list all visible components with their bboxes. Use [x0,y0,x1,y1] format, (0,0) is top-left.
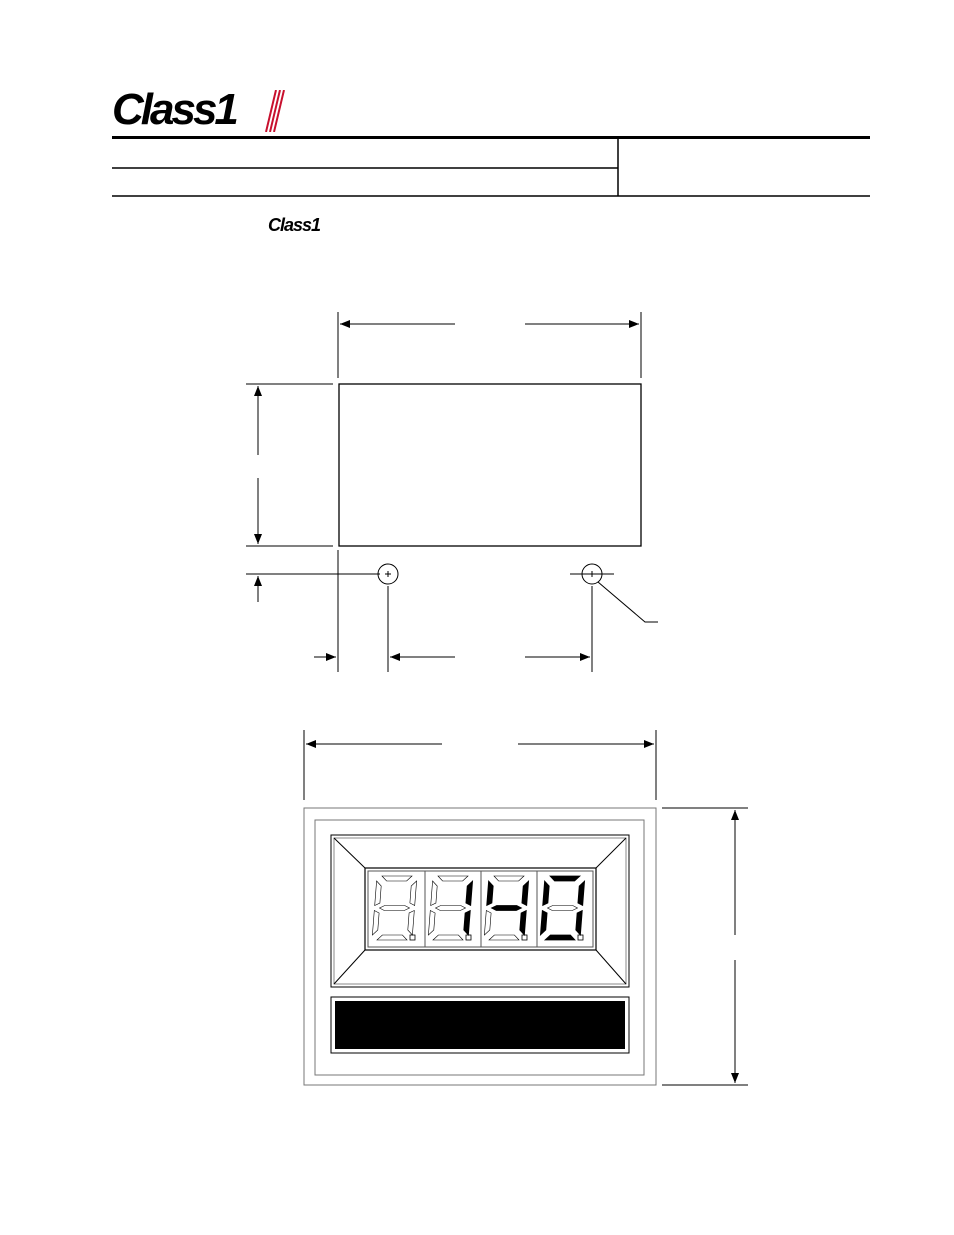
digit-4-segment-e [540,911,547,936]
digit-1-segment-b [410,881,417,906]
digit-4-segment-a [550,876,580,881]
digit-1-segment-d [377,935,407,940]
digit-3-segment-b [522,881,529,906]
digit-4-segment-c [576,911,583,936]
digit-4-decimal-point [578,935,583,940]
digit-3-segment-a [494,876,524,881]
digit-1-segment-c [408,911,415,936]
digit-4-segment-g [548,906,578,911]
label-panel [335,1001,625,1049]
brand-inline-text: Class1 [268,215,321,235]
logo-wordmark: Class1 [112,85,236,134]
digit-2-segment-e [428,911,435,936]
digit-3-segment-c [520,911,527,936]
digit-3-decimal-point [522,935,527,940]
digit-4-segment-f [543,881,550,906]
digit-1-decimal-point [410,935,415,940]
digit-3-segment-e [484,911,491,936]
digit-2-segment-a [438,876,468,881]
digit-1-segment-e [372,911,379,936]
digit-3-segment-d [489,935,519,940]
digit-1-segment-a [382,876,412,881]
digit-2-segment-c [464,911,471,936]
digit-2-segment-f [431,881,438,906]
digit-3-segment-g [492,906,522,911]
digit-3-segment-f [487,881,494,906]
digit-2-decimal-point [466,935,471,940]
digit-4-segment-b [578,881,585,906]
digit-2-segment-b [466,881,473,906]
seven-segment-display [372,876,584,940]
digit-1-segment-f [375,881,382,906]
digit-1-segment-g [380,906,410,911]
digit-2-segment-g [436,906,466,911]
digit-2-segment-d [433,935,463,940]
panel-cutout-drawing [246,312,658,672]
digit-4-segment-d [545,935,575,940]
